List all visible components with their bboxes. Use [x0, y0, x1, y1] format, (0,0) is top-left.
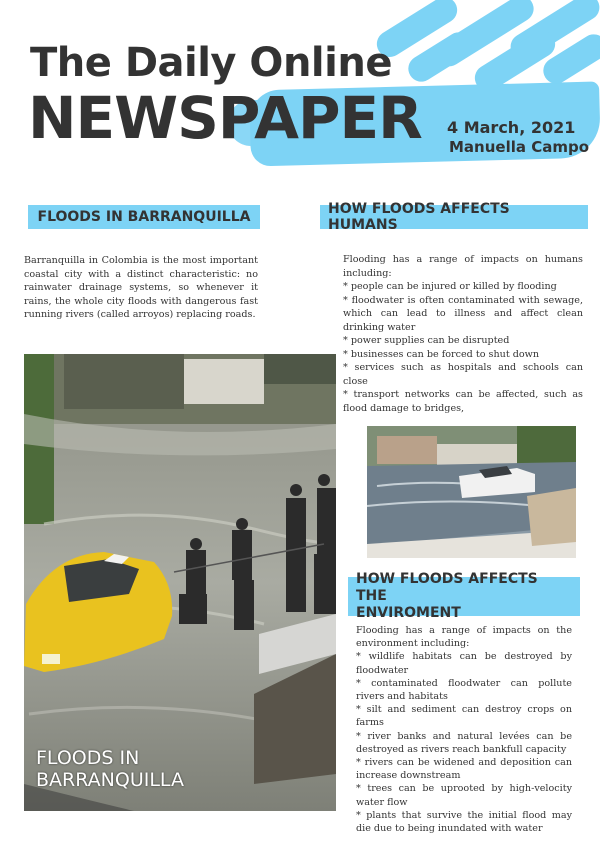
masthead-title-line1: The Daily Online — [30, 40, 392, 86]
masthead-title-line2: NEWSPAPER — [28, 84, 422, 152]
paragraph: Flooding has a range of impacts on the environment including: — [356, 625, 572, 650]
list-item: * rivers can be widened and deposition can increase downstream — [356, 757, 572, 782]
section-body-environment — [356, 624, 572, 835]
author-name: Manuella Campo — [449, 138, 590, 156]
flood-scene-image — [24, 354, 336, 811]
list-item: * services such as hospitals and schools can close — [343, 362, 583, 387]
paragraph: Flooding has a range of impacts on humans including: — [343, 254, 583, 279]
list-item: * transport networks can be affected, such as flood damage to bridges, — [343, 389, 583, 414]
section-body-barranquilla — [24, 254, 258, 322]
caption-line: FLOODS IN — [36, 747, 140, 769]
list-item: * power supplies can be disrupted — [343, 335, 510, 346]
section-heading-barranquilla — [28, 205, 260, 229]
issue-date: 4 March, 2021 — [447, 118, 576, 137]
section-heading-text: HOW FLOODS AFFECTS HUMANS — [328, 201, 510, 233]
list-item: * floodwater is often contaminated with sewage, which can lead to illness and affect clean drinking water — [343, 294, 583, 333]
list-item: * wildlife habitats can be destroyed by floodwater — [356, 651, 572, 676]
list-item: * businesses can be forced to shut down — [343, 348, 540, 360]
paragraph: Barranquilla in Colombia is the most important coastal city with a distinct characteristic: no rainwater drainage systems, so whenever it rains, the whole city floods with dangerous fast running rivers (called arroyos) replacing roads. — [24, 255, 258, 320]
list-item: * contaminated floodwater can pollute rivers and habitats — [356, 677, 572, 703]
street-flood-image — [367, 426, 576, 558]
list-item: * people can be injured or killed by flooding — [343, 281, 557, 292]
list-item: * silt and sediment can destroy crops on farms — [356, 704, 572, 729]
section-body-humans — [343, 253, 583, 415]
list-item: * river banks and natural levées can be destroyed as rivers reach bankfull capacity — [356, 730, 572, 755]
section-heading-humans — [320, 201, 588, 233]
list-item: * trees can be uprooted by high-velocity water flow — [356, 783, 572, 808]
main-flood-photo — [24, 354, 336, 811]
section-heading-text: FLOODS IN BARRANQUILLA — [37, 209, 251, 225]
street-flood-photo — [367, 426, 576, 558]
section-heading-text: ENVIROMENT — [356, 605, 461, 621]
section-heading-environment — [348, 571, 580, 621]
main-photo-caption — [36, 747, 184, 791]
list-item: * plants that survive the initial flood may die due to being inundated with water — [356, 809, 572, 835]
caption-line: BARRANQUILLA — [36, 769, 184, 791]
section-heading-text: HOW FLOODS AFFECTS THE — [356, 571, 538, 604]
